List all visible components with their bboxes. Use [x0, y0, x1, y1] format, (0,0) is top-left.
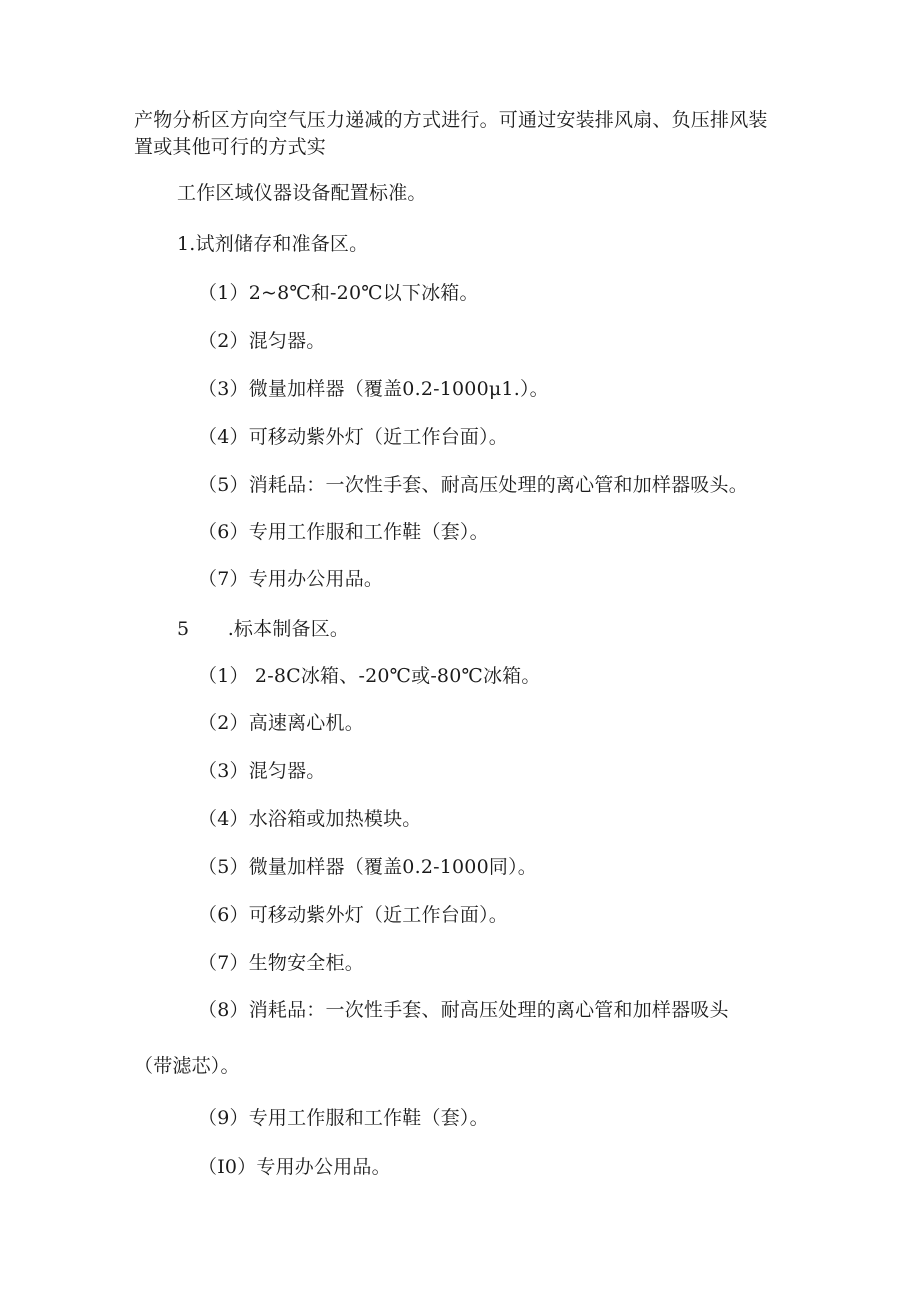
area1-heading: 1.试剂储存和准备区。 [177, 233, 369, 255]
area1-item-1: （1）2~8℃和-20℃以下冰箱。 [198, 282, 479, 304]
area2-item-6: （6）可移动紫外灯（近工作台面）。 [198, 904, 508, 926]
intro-text-line-1: 产物分析区方向空气压力递减的方式进行。可通过安装排风扇、负压排风装 [134, 109, 768, 131]
intro-text-line-2: 置或其他可行的方式实 [134, 136, 327, 158]
area2-item-7: （7）生物安全柜。 [198, 952, 364, 974]
area2-item-10: （I0）专用办公用品。 [198, 1156, 391, 1178]
area2-item-3: （3）混匀器。 [198, 760, 326, 782]
section-title: 工作区域仪器设备配置标准。 [177, 182, 427, 204]
area2-item-8-continuation: （带滤芯）。 [134, 1055, 240, 1077]
area1-item-7: （7）专用办公用品。 [198, 568, 384, 590]
area2-item-8: （8）消耗品：一次性手套、耐高压处理的离心管和加样器吸头 [198, 999, 729, 1021]
area2-item-4: （4）水浴箱或加热模块。 [198, 808, 422, 830]
area1-item-2: （2）混匀器。 [198, 330, 326, 352]
area2-item-9: （9）专用工作服和工作鞋（套）。 [198, 1107, 489, 1129]
area2-heading: 5 .标本制备区。 [177, 618, 350, 640]
area1-item-3: （3）微量加样器（覆盖0.2-1000μ1.）。 [198, 378, 549, 400]
area1-item-5: （5）消耗品：一次性手套、耐高压处理的离心管和加样器吸头。 [198, 474, 748, 496]
area1-item-6: （6）专用工作服和工作鞋（套）。 [198, 521, 489, 543]
area2-item-2: （2）高速离心机。 [198, 712, 364, 734]
area1-item-4: （4）可移动紫外灯（近工作台面）。 [198, 426, 508, 448]
area2-item-5: （5）微量加样器（覆盖0.2-1000同）。 [198, 856, 537, 878]
area2-item-1: （1） 2-8C冰箱、-20℃或-80℃冰箱。 [198, 665, 541, 687]
